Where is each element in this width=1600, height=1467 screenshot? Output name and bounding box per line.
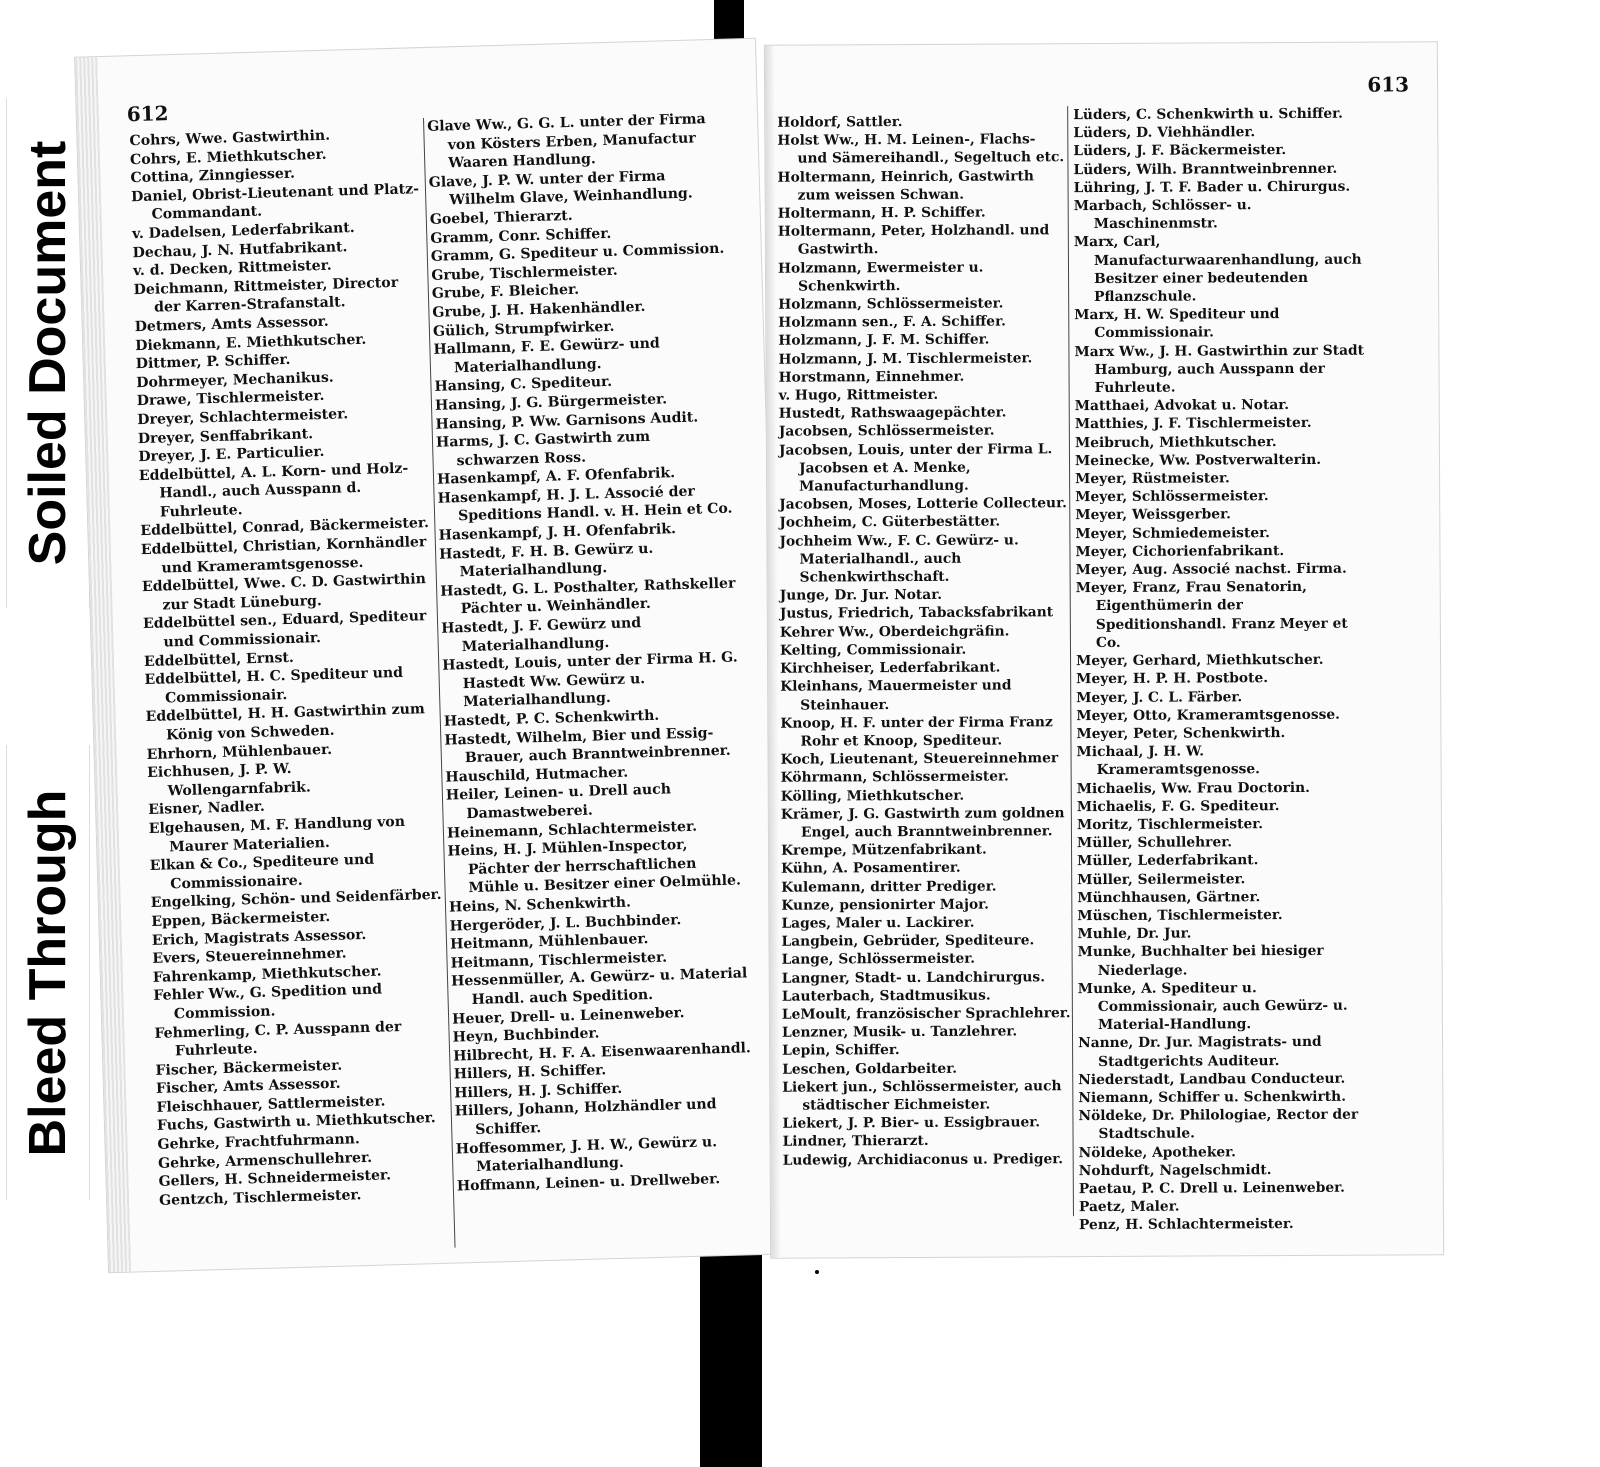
directory-entry: Hansing, P. Ww. Garnisons Audit. [435, 408, 699, 433]
directory-entry: Knoop, H. F. unter der Firma Franz Rohr et Knoop, Spediteur. [780, 713, 1053, 750]
directory-entry: Michaal, J. H. W. Krameramtsgenosse. [1076, 743, 1260, 779]
directory-entry: Hansing, J. G. Bürgermeister. [434, 391, 668, 414]
directory-entry: Holzmann, Ewermeister u. Schenkwirth. [777, 259, 984, 295]
directory-entry: Gehrke, Armenschullehrer. [157, 1149, 373, 1172]
directory-entry: Hillers, H. Schiffer. [453, 1062, 607, 1083]
directory-entry: Müller, Seilermeister. [1077, 870, 1246, 888]
directory-entry: Kulemann, dritter Prediger. [781, 878, 997, 896]
directory-entry: Junge, Dr. Jur. Notar. [779, 587, 943, 604]
directory-entry: Glave Ww., G. G. L. unter der Firma von Kösters Erben, Manufactur Waaren Handlung. [427, 111, 706, 172]
directory-entry: Hansing, C. Spediteur. [434, 374, 613, 396]
directory-entry: Hastedt, Wilhelm, Bier und Essig-Brauer, auch Branntweinbrenner. [444, 724, 731, 767]
directory-entry: Hastedt, G. L. Posthalter, Rathskeller Pächter u. Weinhändler. [439, 575, 736, 618]
directory-entry: Holtermann, Peter, Holzhandl. und Gastwirth. [777, 222, 1050, 259]
directory-entry: Holzmann, J. M. Tischlermeister. [778, 350, 1033, 368]
directory-entry: Engelking, Schön- und Seidenfärber. [150, 887, 442, 912]
directory-entry: Gülich, Strumpfwirker. [432, 318, 615, 340]
directory-entry: Holzmann, J. F. M. Schiffer. [778, 332, 990, 350]
directory-entry: Eddelbüttel, Wwe. C. D. Gastwirthin zur Stadt Lüneburg. [141, 571, 427, 614]
directory-entry: Grube, F. Bleicher. [431, 282, 580, 303]
directory-entry: Heuer, Drell- u. Leinenweber. [451, 1004, 685, 1028]
directory-entry: Leschen, Goldarbeiter. [782, 1060, 958, 1078]
directory-entry: Eddelbüttel, H. H. Gastwirthin zum König von Schweden. [145, 701, 425, 744]
directory-entry: Hilbrecht, H. F. A. Eisenwaarenhandl. [452, 1039, 752, 1065]
directory-entry: Gramm, G. Spediteur u. Commission. [430, 240, 725, 266]
directory-entry: Gellers, H. Schneidermeister. [158, 1167, 392, 1191]
directory-entry: Meyer, Rüstmeister. [1075, 470, 1230, 488]
directory-entry: Krämer, J. G. Gastwirth zum goldnen Engel, auch Branntweinbrenner. [780, 804, 1065, 841]
directory-entry: Meyer, J. C. L. Färber. [1076, 688, 1243, 706]
column-left [129, 124, 451, 1210]
directory-entry: Lepin, Schiffer. [782, 1042, 900, 1060]
directory-entry: Holtermann, Heinrich, Gastwirth zum weissen Schwan. [777, 167, 1034, 204]
directory-entry: Muhle, Dr. Jur. [1077, 925, 1192, 943]
directory-entry: Hasenkampf, J. H. Ofenfabrik. [438, 521, 677, 544]
directory-entry: Matthies, J. F. Tischlermeister. [1074, 415, 1312, 433]
directory-entry: Matthaei, Advokat u. Notar. [1074, 397, 1290, 415]
directory-entry: Langner, Stadt- u. Landchirurgus. [781, 968, 1046, 987]
directory-entry: Michaelis, F. G. Spediteur. [1076, 797, 1280, 815]
directory-entry: Lange, Schlössermeister. [781, 951, 976, 969]
directory-entry: Hastedt, P. C. Schenkwirth. [443, 707, 660, 730]
directory-entry: Müller, Schullehrer. [1076, 834, 1233, 852]
directory-entry: Penz, H. Schlachtermeister. [1078, 1216, 1294, 1234]
directory-entry: Dohrmeyer, Mechanikus. [136, 369, 334, 391]
directory-entry: Nöldeke, Dr. Philologiae, Rector der Stadtschule. [1078, 1106, 1359, 1143]
directory-entry: Deichmann, Rittmeister, Director der Karren-Strafanstalt. [133, 274, 399, 316]
directory-entry: Gehrke, Frachtfuhrmann. [157, 1131, 361, 1153]
directory-entry: Hastedt, F. H. B. Gewürz u. Materialhandlung. [438, 540, 654, 581]
directory-entry: Niemann, Schiffer u. Schenkwirth. [1078, 1088, 1347, 1107]
directory-entry: Horstmann, Einnehmer. [778, 368, 965, 386]
column-right [427, 110, 757, 1196]
directory-entry: Hastedt, J. F. Gewürz und Materialhandlung. [441, 615, 642, 655]
directory-entry: Evers, Steuereinnehmer. [152, 945, 347, 968]
bleed-through-stamp [6, 745, 90, 1200]
directory-entry: Grube, J. H. Hakenhändler. [432, 298, 646, 321]
directory-entry: Munke, Buchhalter bei hiesiger Niederlage. [1077, 943, 1324, 979]
directory-entry: Eddelbüttel, Christian, Kornhändler und Krameramtsgenosse. [140, 534, 427, 577]
soiled-document-label: Soiled Document [19, 140, 77, 566]
directory-entry: Hasenkampf, A. F. Ofenfabrik. [436, 465, 676, 489]
directory-entry: Cohrs, E. Miethkutscher. [129, 146, 327, 168]
directory-entry: Niederstadt, Landbau Conducteur. [1078, 1070, 1346, 1088]
directory-entry: Dittmer, P. Schiffer. [135, 351, 291, 373]
directory-entry: Kühn, A. Posamentirer. [781, 860, 961, 878]
directory-entry: Lindner, Thierarzt. [782, 1133, 929, 1151]
directory-entry: Michaelis, Ww. Frau Doctorin. [1076, 779, 1310, 797]
directory-entry: Meyer, Otto, Krameramtsgenosse. [1076, 706, 1340, 724]
directory-entry: Meyer, H. P. H. Postbote. [1076, 670, 1269, 688]
directory-entry: Kölling, Miethkutscher. [780, 787, 965, 805]
page-number: 612 [126, 101, 169, 127]
binding-strip-bottom [700, 1230, 762, 1467]
directory-entry: Heins, N. Schenkwirth. [448, 894, 632, 916]
directory-entry: Fischer, Amts Assessor. [155, 1076, 341, 1098]
directory-entry: Hasenkampf, H. J. L. Associé der Speditions Handl. v. H. Hein et Co. [437, 483, 733, 525]
directory-entry: Müller, Lederfabrikant. [1077, 852, 1259, 870]
directory-entry: Fleischhauer, Sattlermeister. [156, 1093, 386, 1116]
directory-entry: Kleinhans, Mauermeister und Steinhauer. [780, 677, 1012, 714]
directory-entry: Hoffesommer, J. H. W., Gewürz u. Materialhandlung. [455, 1133, 718, 1176]
directory-entry: v. Dadelsen, Lederfabrikant. [131, 219, 355, 243]
directory-entry: Langbein, Gebrüder, Spediteure. [781, 932, 1035, 950]
directory-entry: Koch, Lieutenant, Steuereinnehmer [780, 750, 1059, 768]
directory-entry: Munke, A. Spediteur u. Commissionair, auch Gewürz- u. Material-Handlung. [1077, 979, 1348, 1034]
directory-entry: Holzmann, Schlössermeister. [778, 295, 1004, 313]
directory-entry: Meyer, Franz, Frau Senatorin, Eigenthümerin der Speditionshandl. Franz Meyer et Co. [1075, 579, 1348, 651]
directory-entry: Kunze, pensionirter Major. [781, 896, 989, 914]
directory-entry: Hergeröder, J. L. Buchbinder. [449, 911, 682, 935]
directory-entry: Hillers, H. J. Schiffer. [454, 1080, 623, 1102]
directory-entry: Nöldeke, Apotheker. [1078, 1143, 1236, 1161]
directory-entry: Holzmann sen., F. A. Schiffer. [778, 313, 1006, 331]
directory-entry: Ehrhorn, Mühlenbauer. [146, 741, 333, 763]
directory-entry: Müschen, Tischlermeister. [1077, 907, 1283, 925]
directory-entry: Kirchheiser, Lederfabrikant. [780, 659, 1001, 677]
directory-entry: Meyer, Gerhard, Miethkutscher. [1076, 651, 1324, 670]
directory-entry: Marx Ww., J. H. Gastwirthin zur Stadt Hamburg, auch Ausspann der Fuhrleute. [1074, 342, 1365, 397]
directory-entry: Hoffmann, Leinen- u. Drellweber. [456, 1171, 721, 1195]
directory-entry: Harms, J. C. Gastwirth zum schwarzen Ross. [435, 428, 651, 469]
column-left [777, 112, 1073, 1169]
directory-entry: Marx, H. W. Spediteur und Commissionair. [1074, 306, 1280, 342]
directory-entry: Heins, H. J. Mühlen-Inspector, Pächter der herrschaftlichen Mühle u. Besitzer einer Oelmühle. [447, 837, 742, 897]
directory-entry: Cottina, Zinngiesser. [130, 165, 296, 187]
directory-entry: Diekmann, E. Miethkutscher. [135, 331, 367, 354]
directory-entry: Gramm, Conr. Schiffer. [430, 225, 612, 247]
right-page [765, 42, 1443, 1258]
directory-entry: Dreyer, J. E. Particulier. [138, 444, 325, 466]
directory-entry: Meyer, Cichorienfabrikant. [1075, 542, 1285, 561]
directory-entry: Eddelbüttel, Ernst. [143, 649, 295, 670]
directory-entry: Meyer, Weissgerber. [1075, 506, 1231, 524]
directory-entry: Lüders, D. Viehhändler. [1073, 124, 1256, 142]
directory-entry: Krempe, Mützenfabrikant. [781, 841, 987, 859]
directory-entry: Paetz, Maler. [1078, 1198, 1180, 1216]
directory-entry: Kehrer Ww., Oberdeichgräfin. [779, 623, 1010, 641]
directory-entry: Eddelbüttel, Conrad, Bäckermeister. [140, 515, 430, 540]
directory-entry: Münchhausen, Gärtner. [1077, 888, 1261, 906]
directory-entry: Ludewig, Archidiaconus u. Prediger. [782, 1150, 1064, 1169]
directory-entry: Drawe, Tischlermeister. [136, 388, 325, 410]
directory-entry: Jochheim Ww., F. C. Gewürz- u. Materialhandl., auch Schenkwirthschaft. [779, 532, 1019, 586]
directory-entry: Hillers, Johann, Holzhändler und Schiffer. [454, 1096, 717, 1139]
directory-entry: LeMoult, französischer Sprachlehrer. [781, 1005, 1071, 1023]
directory-entry: Eppen, Bäckermeister. [151, 908, 331, 930]
directory-entry: Heiler, Leinen- u. Drell auch Damastweberei. [445, 781, 672, 823]
directory-entry: Lüders, J. F. Bäckermeister. [1073, 142, 1287, 160]
directory-entry: Fuchs, Gastwirth u. Miethkutscher. [156, 1110, 436, 1135]
directory-entry: Meinecke, Ww. Postverwalterin. [1074, 451, 1322, 470]
directory-entry: Erich, Magistrats Assessor. [151, 926, 367, 949]
directory-entry: Lühring, J. T. F. Bader u. Chirurgus. [1073, 178, 1351, 196]
directory-entry: Jacobsen, Louis, unter der Firma L. Jacobsen et A. Menke, Manufacturhandlung. [778, 440, 1053, 495]
directory-entry: Elkan & Co., Spediteure und Commissionaire. [149, 851, 375, 893]
directory-entry: Nanne, Dr. Jur. Magistrats- und Stadtgerichts Auditeur. [1078, 1034, 1322, 1070]
bleed-through-label: Bleed Through [19, 789, 77, 1156]
directory-entry: Gentzch, Tischlermeister. [158, 1187, 362, 1209]
directory-entry: Paetau, P. C. Drell u. Leinenweber. [1078, 1179, 1345, 1198]
directory-entry: Lauterbach, Stadtmusikus. [781, 987, 991, 1005]
directory-entry: Justus, Friedrich, Tabacksfabrikant [779, 604, 1054, 623]
directory-entry: Jacobsen, Moses, Lotterie Collecteur. [779, 495, 1067, 513]
column-right [1073, 105, 1371, 1235]
directory-entry: Dreyer, Schlachtermeister. [137, 406, 349, 429]
directory-entry: Heitmann, Tischlermeister. [450, 949, 668, 972]
directory-entry: Cohrs, Wwe. Gastwirthin. [129, 127, 331, 150]
directory-entry: Glave, J. P. W. unter der Firma Wilhelm Glave, Weinhandlung. [428, 168, 693, 209]
left-page [75, 39, 789, 1273]
directory-entry: Holdorf, Sattler. [777, 114, 903, 131]
directory-entry: Fehmerling, C. P. Ausspann der Fuhrleute. [154, 1018, 402, 1060]
directory-entry: Hastedt, Louis, unter der Firma H. G. Hastedt Ww. Gewürz u. Materialhandlung. [442, 649, 738, 711]
directory-entry: Marbach, Schlösser- u. Maschinenmstr. [1073, 197, 1252, 233]
directory-entry: Goebel, Thierarzt. [429, 207, 573, 228]
directory-entry: Kelting, Commissionair. [779, 641, 967, 659]
directory-entry: Holtermann, H. P. Schiffer. [777, 204, 986, 222]
directory-entry: Meyer, Schlössermeister. [1075, 488, 1269, 506]
directory-entry: Liekert, J. P. Bier- u. Essigbrauer. [782, 1114, 1041, 1132]
directory-entry: Hessenmüller, A. Gewürz- u. Material Handl. auch Spedition. [450, 965, 748, 1008]
directory-entry: Meibruch, Miethkutscher. [1074, 433, 1277, 451]
directory-entry: Holst Ww., H. M. Leinen-, Flachs- und Sämereihandl., Segeltuch etc. [777, 131, 1065, 168]
directory-entry: Hallmann, F. E. Gewürz- und Materialhandlung. [433, 335, 660, 376]
directory-entry: Heitmann, Mühlenbauer. [449, 931, 649, 953]
directory-entry: Eddelbüttel sen., Eduard, Spediteur und Commissionair. [142, 608, 427, 651]
directory-entry: Detmers, Amts Assessor. [134, 313, 329, 336]
directory-entry: Eddelbüttel, H. C. Spediteur und Commissionair. [144, 665, 404, 707]
directory-entry: Meyer, Schmiedemeister. [1075, 524, 1270, 542]
directory-entry: Moritz, Tischlermeister. [1076, 816, 1264, 834]
directory-entry: Köhrmann, Schlössermeister. [780, 768, 1009, 787]
directory-entry: Meyer, Aug. Associé nachst. Firma. [1075, 560, 1347, 579]
directory-entry: Heyn, Buchbinder. [452, 1025, 600, 1046]
directory-entry: Daniel, Obrist-Lieutenant und Platz-Commandant. [130, 180, 420, 224]
directory-entry: Nohdurft, Nagelschmidt. [1078, 1161, 1272, 1179]
directory-entry: Heinemann, Schlachtermeister. [446, 818, 698, 842]
directory-entry: Hauschild, Hutmacher. [445, 764, 629, 786]
directory-entry: Fischer, Bäckermeister. [155, 1057, 343, 1079]
directory-entry: Dreyer, Senffabrikant. [137, 425, 314, 447]
directory-entry: v. Hugo, Rittmeister. [778, 386, 939, 404]
directory-entry: Hustedt, Rathswaagepächter. [778, 404, 1007, 422]
directory-entry: Lenzner, Musik- u. Tanzlehrer. [781, 1023, 1018, 1041]
directory-entry: Lages, Maler u. Lackirer. [781, 914, 975, 932]
directory-entry: Eisner, Nadler. [147, 799, 266, 819]
directory-entry: Fehler Ww., G. Spedition und Commission. [153, 981, 383, 1023]
directory-entry: Marx, Carl, Manufacturwaarenhandlung, auch Besitzer einer bedeutenden Pflanzschule. [1073, 234, 1362, 306]
directory-entry: Fahrenkamp, Miethkutscher. [152, 963, 382, 986]
directory-entry: Lüders, C. Schenkwirth u. Schiffer. [1073, 105, 1343, 124]
directory-entry: Jochheim, C. Güterbestätter. [779, 514, 1001, 532]
directory-entry: Jacobsen, Schlössermeister. [778, 423, 995, 441]
directory-entry: Dechau, J. N. Hutfabrikant. [132, 238, 348, 261]
directory-entry: Eichhusen, J. P. W. Wollengarnfabrik. [146, 761, 312, 800]
directory-entry: v. d. Decken, Rittmeister. [132, 257, 332, 280]
directory-entry: Lüders, Wilh. Branntweinbrenner. [1073, 160, 1338, 178]
directory-entry: Eddelbüttel, A. L. Korn- und Holz-Handl., auch Ausspann d. Fuhrleute. [138, 460, 409, 521]
soiled-document-stamp [6, 98, 90, 608]
directory-entry: Elgehausen, M. F. Handlung von Maurer Materialien. [148, 813, 406, 855]
directory-entry: Grube, Tischlermeister. [431, 262, 618, 284]
directory-entry: Liekert jun., Schlössermeister, auch städtischer Eichmeister. [782, 1077, 1062, 1114]
ink-speck [815, 1270, 819, 1274]
directory-entry: Meyer, Peter, Schenkwirth. [1076, 724, 1286, 743]
page-number: 613 [1367, 72, 1410, 97]
